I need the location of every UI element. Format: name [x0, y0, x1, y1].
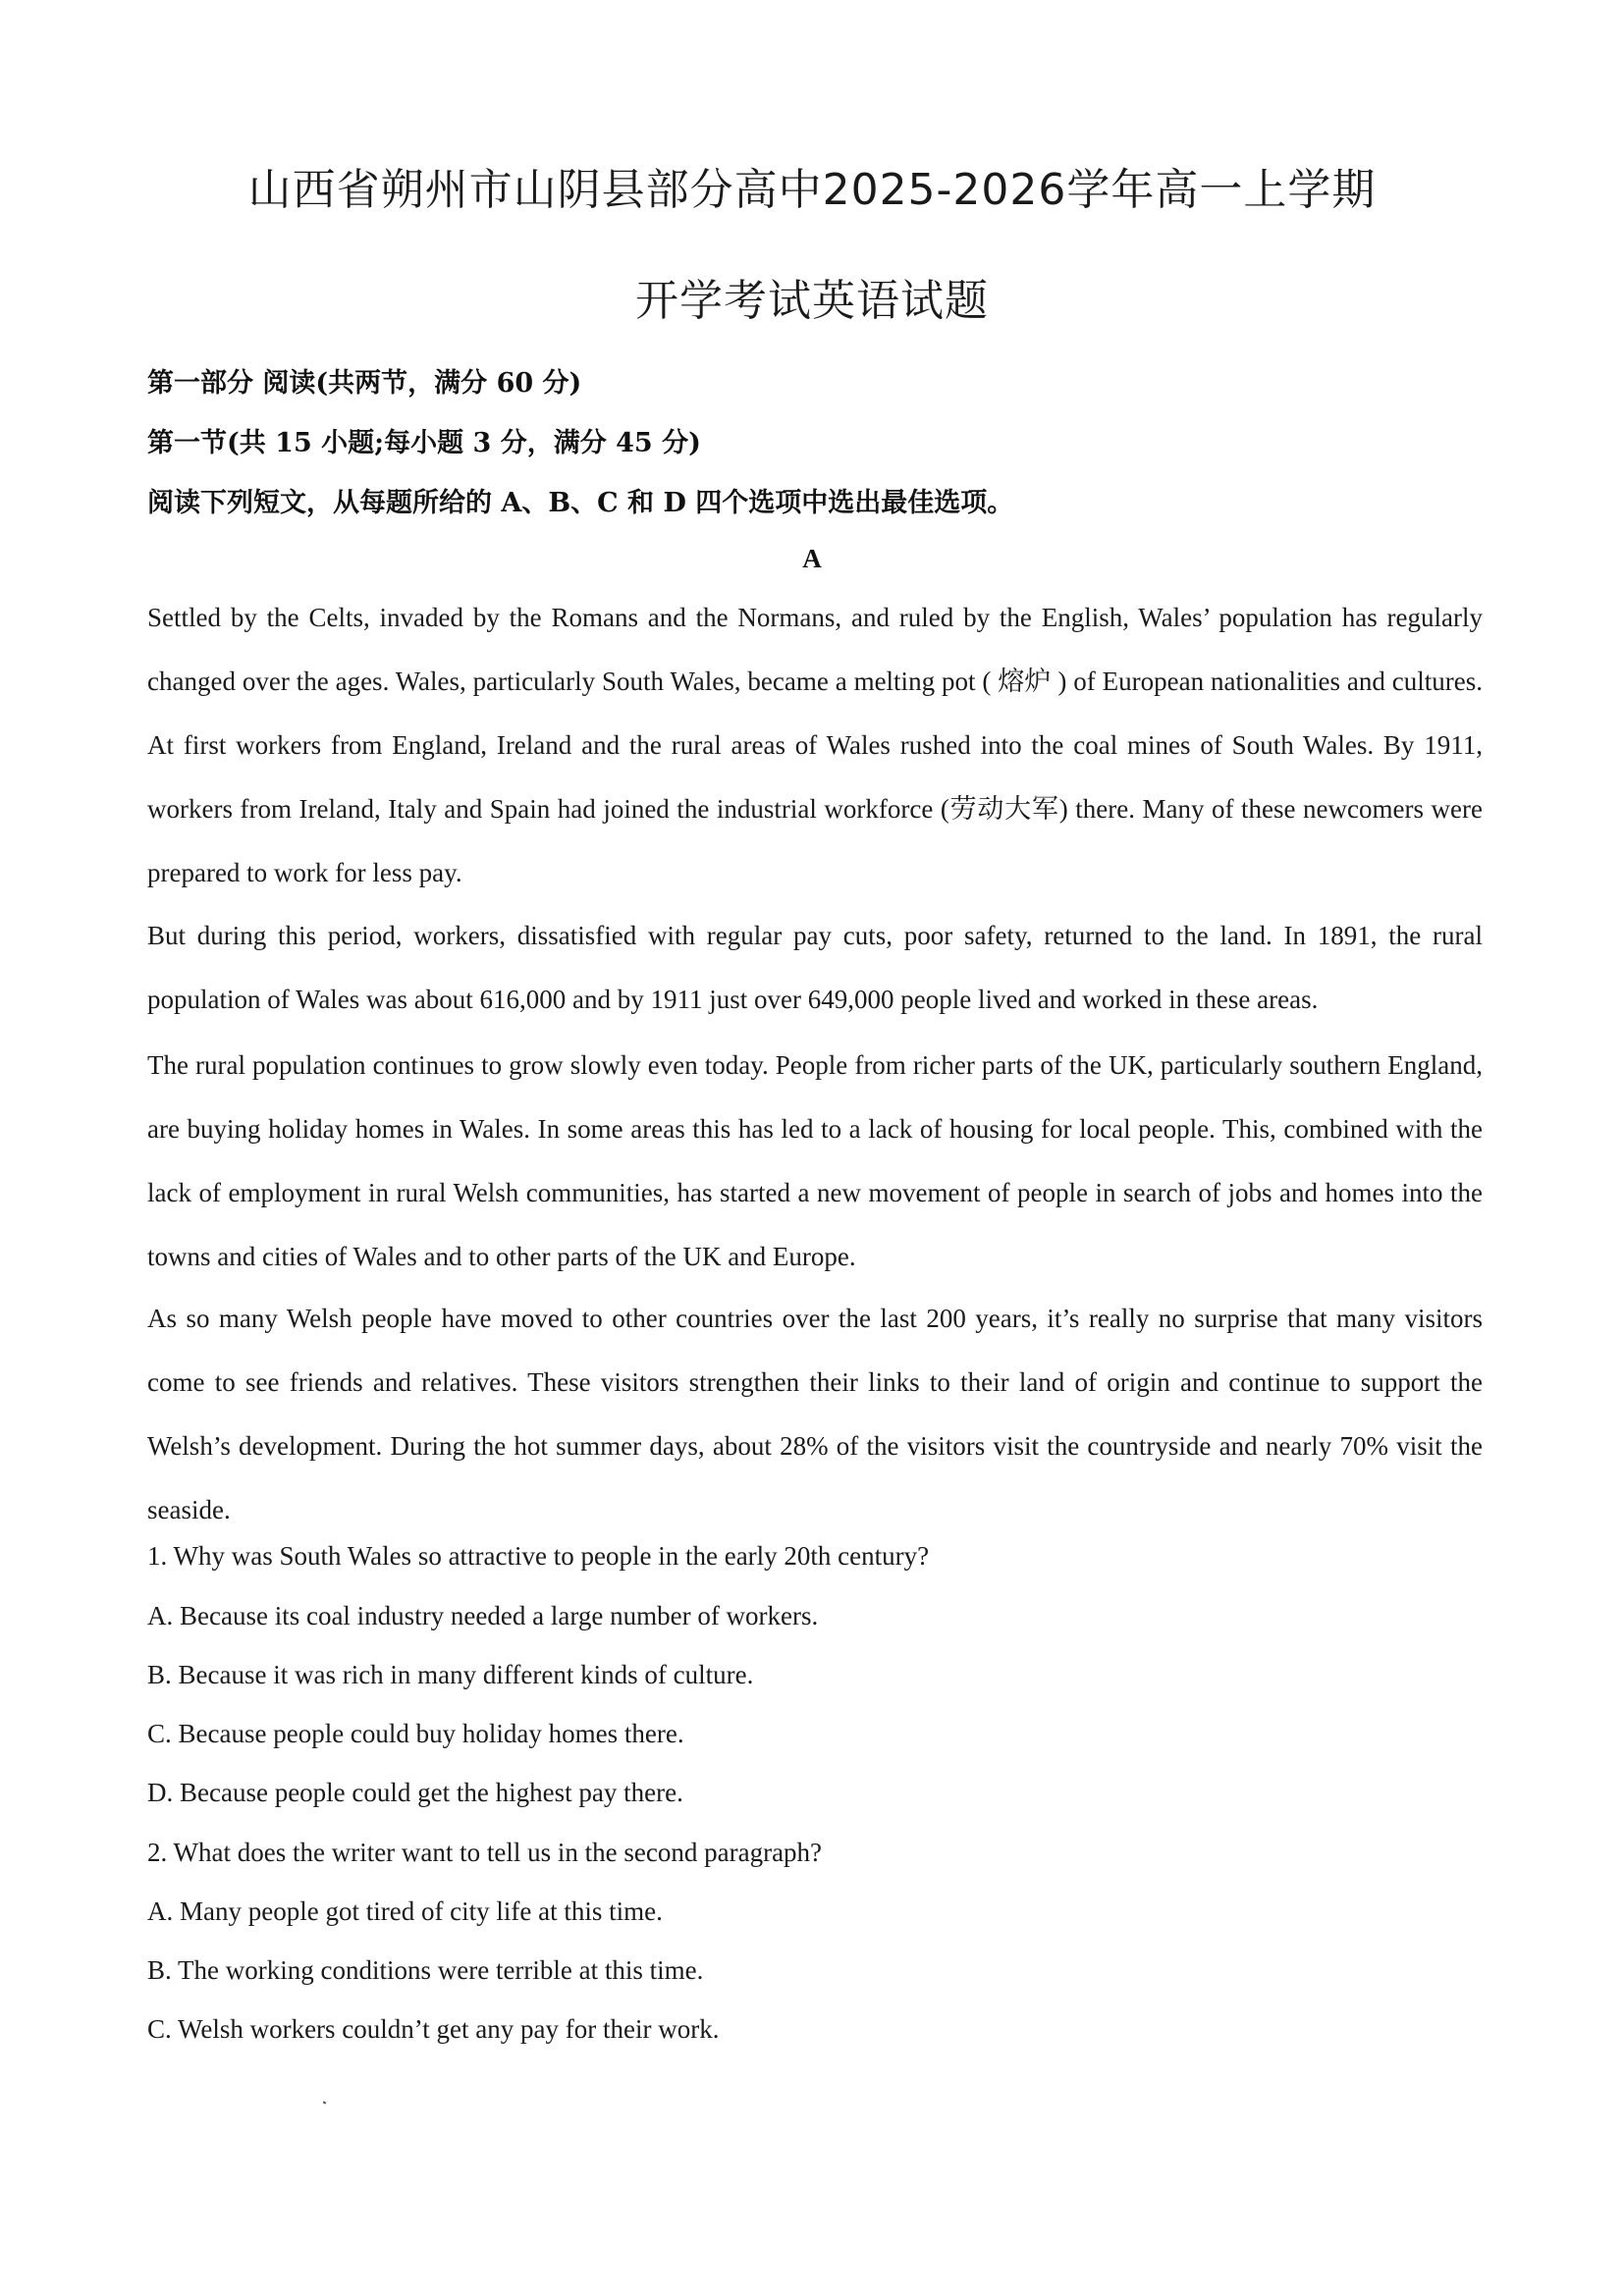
part-heading: 第一部分 阅读(共两节，满分 60 分) [147, 368, 582, 399]
passage-paragraph: But during this period, workers, dissatisfied with regular pay cuts, poor safety, returned to the land. In 1891, the rural population of Wales was about 616,000 and by 1911 just over 649,000 people lived and worked in these areas. [147, 921, 1483, 1014]
answer-option: A. Because its coal industry needed a large number of workers. [147, 1601, 819, 1630]
passage-paragraph: As so many Welsh people have moved to other countries over the last 200 years, it’s really no surprise that many visitors come to see friends and relatives. These visitors strengthen their links to their land of origin and continue to support the Welsh’s development. During the hot summer days, about 28% of the visitors visit the countryside and nearly 70% visit the seaside. [147, 1304, 1483, 1524]
passage-letter: A [802, 544, 822, 573]
exam-title-line-2: 开学考试英语试题 [635, 276, 989, 326]
answer-option: A. Many people got tired of city life at this time. [147, 1896, 663, 1926]
answer-option: C. Because people could buy holiday homes there. [147, 1719, 684, 1748]
passage-paragraph: The rural population continues to grow slowly even today. People from richer parts of the UK, particularly southern England, are buying holiday homes in Wales. In some areas this has led to a lack of housing for local people. This, combined with the lack of employment in rural Welsh communities, has started a new movement of people in search of jobs and homes into the towns and cities of Wales and to other parts of the UK and Europe. [147, 1050, 1483, 1271]
question-stem: 2. What does the writer want to tell us in the second paragraph? [147, 1838, 823, 1867]
answer-option: B. Because it was rich in many different kinds of culture. [147, 1660, 754, 1689]
scan-speck [323, 2101, 327, 2104]
exam-title-line-1: 山西省朔州市山阴县部分高中2025-2026学年高一上学期 [247, 165, 1377, 215]
subsection-heading: 第一节(共 15 小题;每小题 3 分，满分 45 分) [147, 428, 701, 458]
passage-paragraph: Settled by the Celts, invaded by the Romans and the Normans, and ruled by the English, Wales’ population has regularly changed over the ages. Wales, particularly South Wales, became a melting pot ( 熔炉 ) of European nationalities and cultures. At first workers from England, Ireland and the rural areas of Wales rushed into the coal mines of South Wales. By 1911, workers from Ireland, Italy and Spain had joined the industrial workforce (劳动大军) there. Many of these newcomers were prepared to work for less pay. [147, 603, 1483, 887]
answer-option: D. Because people could get the highest pay there. [147, 1778, 683, 1807]
answer-option: C. Welsh workers couldn’t get any pay for their work. [147, 2014, 720, 2044]
instruction-text: 阅读下列短文，从每题所给的 A、B、C 和 D 四个选项中选出最佳选项。 [147, 488, 1014, 518]
question-stem: 1. Why was South Wales so attractive to people in the early 20th century? [147, 1541, 930, 1571]
answer-option: B. The working conditions were terrible at this time. [147, 1955, 704, 1985]
